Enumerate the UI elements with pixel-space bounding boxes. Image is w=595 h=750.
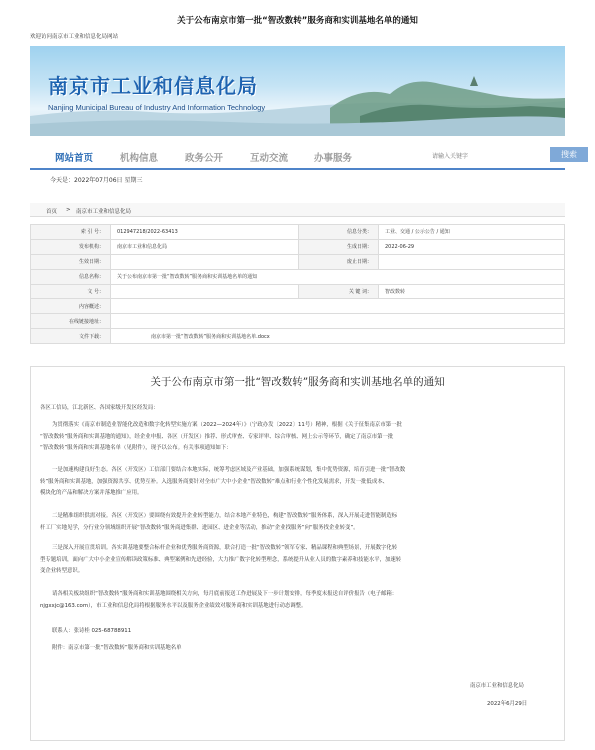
created-date-label: 生成日期： [299,239,379,254]
nav-item-services[interactable]: 办事服务 [314,153,353,164]
index-value: 012947218/2022-63413 [111,225,299,240]
banner-subtitle: Nanjing Municipal Bureau of Industry And Information Technology [48,103,266,112]
search-input[interactable] [432,150,522,163]
article-paragraph-3 [40,511,397,534]
keyword-label: 关 键 词： [299,284,379,299]
article-attachment[interactable]: 附件：南京市第一批“智改数转”服务商和实训基地名单 [52,645,182,651]
welcome-text: 欢迎访问南京市工业和信息化局网站 [30,34,119,40]
article-title: 关于公布南京市第一批“智改数转”服务商和实训基地名单的通知 [150,376,445,388]
table-row [31,329,565,344]
nav-item-home[interactable]: 网站首页 [55,153,94,164]
breadcrumb-separator: > [66,207,71,213]
article-paragraph-2 [40,465,405,500]
paragraph-line: 型专题培训，面向广大中小企业宣传解读政策标准、典型案例和先进经验，大力推广数字化转型理念，系统提升从业人员的数字素养和技能水平，加速转 [40,556,402,563]
created-date-value: 2022-06-29 [379,239,565,254]
site-banner [30,46,565,136]
online-link-value[interactable] [111,314,565,329]
signature-organization: 南京市工业和信息化局 [470,683,524,689]
paragraph-line: 杆工厂实地见学，分行业分领域组织开展“智改数转”服务商进集群、进园区、进企业等活动，推动“企业找服务”向“服务找企业转变”。 [40,524,359,531]
paragraph-line: 二是精准组织供需对接。各区（开发区）要围绕有效提升企业转型能力，结合本地产业特色，构建“智改数转”服务体系，深入开展走进智能制造标 [52,513,398,519]
online-link-label: 在线链接地址： [31,314,111,329]
banner-title: 南京市工业和信息化局 [48,74,258,98]
article-paragraph-1 [40,420,402,455]
category-label: 信息分类： [299,225,379,240]
nav-item-organization[interactable]: 机构信息 [120,153,159,164]
publisher-label: 发布机构： [31,239,111,254]
summary-value [111,299,565,314]
breadcrumb-home[interactable]: 首页 [46,209,58,215]
info-table [30,224,565,344]
nav-item-gov-affairs[interactable]: 政务公开 [185,153,224,164]
paragraph-line: njgxxjc@163.com），市工业和信息化局将根据服务水平以及服务企业绩效对服务商和实训基地进行动态调整。 [40,602,307,609]
paragraph-line: 三是深入开展宣贯培训。各实训基地要整合标杆企业和优秀服务商资源，联合打造一批“智改数转”领军专家、精品课程和典型场景，开展数字化转 [52,545,398,551]
effective-date-label: 生效日期： [31,254,111,269]
nav-item-interaction[interactable]: 互动交流 [250,153,289,164]
table-row [31,239,565,254]
summary-label: 内容概述： [31,299,111,314]
search-button[interactable]: 搜索 [550,147,588,162]
doc-number-value [111,284,299,299]
table-row [31,269,565,284]
article-contact: 联系人：张诗桂 025-68788911 [52,628,132,634]
window-title: 关于公布南京市第一批“智改数转”服务商和实训基地名单的通知 [177,16,418,26]
table-row [31,314,565,329]
category-value: 工业、交通 / 公示公告 / 通知 [379,225,565,240]
article-paragraph-5 [40,589,397,612]
repeal-date-label: 废止日期： [299,254,379,269]
table-row [31,254,565,269]
info-name-label: 信息名称： [31,269,111,284]
nav-divider [30,168,565,170]
main-nav [30,146,577,168]
publisher-value: 南京市工业和信息化局 [111,239,299,254]
download-file-link[interactable]: 南京市第一批“智改数转”服务商和实训基地名单.docx [111,329,565,344]
signature-date: 2022年6月29日 [487,701,528,707]
download-label: 文件下载： [31,329,111,344]
paragraph-line: 转”服务商和实训基地，加强资源共享、优势互补。入选服务商要针对全市广大中小企业“智改数转”难点和行业个性化发展需求，开发一批低成本、 [40,478,388,485]
paragraph-line: “智改数转”服务商和实训基地的通知》，经企业申报、各区（开发区）推荐、形式审查、专家评审、综合审核、网上公示等环节，确定了南京市第一批 [40,433,394,440]
index-label: 索 引 号： [31,225,111,240]
breadcrumb-current[interactable]: 南京市工业和信息化局 [76,209,132,215]
table-row [31,299,565,314]
paragraph-line: 模块化的产品和解决方案并落地推广应用。 [40,490,143,496]
repeal-date-value [379,254,565,269]
table-row [31,284,565,299]
doc-number-label: 文 号： [31,284,111,299]
paragraph-line: 为贯彻落实《南京市制造业智能化改造和数字化转型实施方案（2022—2024年）》（宁政办发〔2022〕11号）精神，根据《关于征集南京市第一批 [52,422,402,428]
effective-date-value [111,254,299,269]
breadcrumb [30,203,565,217]
paragraph-line: 请各相关板块组织“智改数转”服务商和实训基地围绕相关方向，每月底前报送工作进展及下一步计划安排，每季度末报送自评价报告（电子邮箱： [52,591,398,597]
date-text: 今天是：2022年07月06日 星期三 [50,177,143,184]
article-greeting: 各区工信局，江北新区、各国家级开发区经发局： [40,405,159,411]
table-row [31,225,565,240]
paragraph-line: 一是加速构建良好生态。各区（开发区）工信部门要结合本地实际，统筹考虑区域及产业基础，加强系统谋划，集中优势资源，培育引进一批“智改数 [52,467,406,473]
article-paragraph-4 [40,543,401,578]
keyword-value: 智改数转 [379,284,565,299]
paragraph-line: “智改数转”服务商和实训基地名单（见附件），现予以公布。有关事项通知如下： [40,445,232,451]
info-name-value: 关于公布南京市第一批“智改数转”服务商和实训基地名单的通知 [111,269,565,284]
paragraph-line: 变企业转型意识。 [40,568,84,574]
